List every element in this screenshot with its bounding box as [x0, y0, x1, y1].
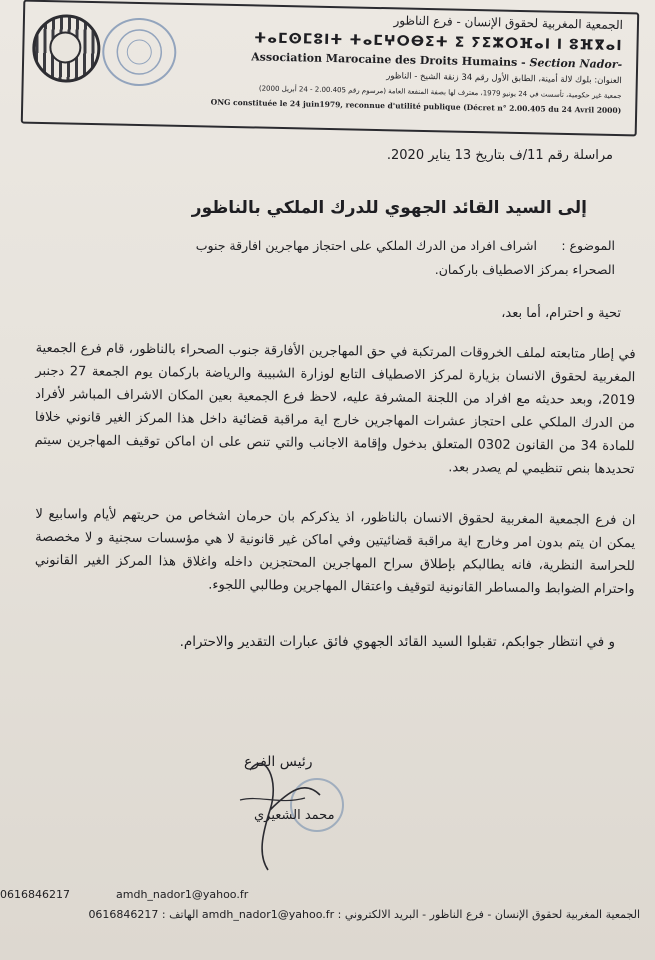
header-french-name: Association Marocaine des Droits Humains - — [251, 50, 526, 70]
letter-addressee: إلى السيد القائد الجهوي للدرك الملكي بالناظور — [191, 198, 587, 218]
letterhead — [21, 0, 639, 136]
letter-greeting: تحية و احترام، أما بعد، — [501, 306, 621, 321]
paragraph-2: ان فرع الجمعية المغربية لحقوق الانسان بالناظور، اذ يذكركم بان حرمان اشخاص من حريتهم لأيام واسابيع لا يمكن ان يتم بدون امر وخارج اية مراقبة قضائيتين وفي اماكن غير قانونية لا هي مؤسسات سجنية و لا مخصصة للحراسة النظرية، فانه يطالبكم بإطلاق سراح المهاجرين المحتجزين داخله واغلاق هذا المركز الغير القانوني واحترام الضوابط والمساطر القانونية لتوقيف واعتقال المهاجرين وطالبي اللجوء. — [34, 506, 636, 598]
header-french-section: Section Nador- — [529, 56, 623, 72]
paragraph-1: في إطار متابعته لملف الخروقات المرتكبة في حق المهاجرين الأفارقة جنوب الصحراء بالناظور، قام فرع الجمعية المغربية لحقوق الانسان بزيارة لمركز الاصطياف التابع لوزارة الشبيبة والرياضة باركمان يوم الجمعة 27 دجنبر 2019، وبعد حديثه مع افراد من اللجنة المشرفة عليه، لاحظ فرع الجمعية بعين المكان الاشراف المباشر لأفراد من الدرك الملكي على احتجاز عشرات المهاجرين خارج اية مراقبة قضائية داخل هذا المركز الغير قانوني خلافا للمادة 34 من القانون 0302 المتعلق بدخول وإقامة الاجانب والتي تنص على ان اماكن توقيف المهاجرين سيتم تحديدها بنص تنظيمي لم يصدر بعد. — [34, 340, 636, 478]
header-legal-arabic: جمعية غير حكومية، تأسست في 24 يونيو 1979، معترف لها بصفة المنفعة العامة (مرسوم رقم 2.00.405 - 24 أبريل 2000) — [258, 84, 622, 101]
signature-block — [210, 740, 350, 880]
seal-graphic — [104, 19, 175, 84]
signatory-title: رئيس الفرع — [244, 754, 313, 770]
header-legal-french: ONG constituée le 24 juin1979, reconnue d'utilité publique (Décret n° 2.00.405 du 24 Avril 2000) — [210, 97, 622, 116]
footer-email: amdh_nador1@yahoo.fr — [116, 888, 249, 901]
footer-organization: الجمعية المغربية لحقوق الإنسان - فرع الناظور - البريد الالكتروني : amdh_nador1@yahoo.fr الهاتف : 0616846217 — [88, 908, 640, 921]
letter-closing: و في انتظار جوابكم، تقبلوا السيد القائد الجهوي فائق عبارات التقدير والاحترام. — [179, 634, 615, 650]
letter-reference: مراسلة رقم 11/ف بتاريخ 13 يناير 2020. — [386, 148, 613, 163]
subject-label: الموضوع : — [561, 238, 615, 253]
handwritten-signature — [210, 740, 350, 880]
blue-seal-icon — [102, 17, 177, 87]
subject-line-2: الصحراء بمركز الاصطياف باركمان. — [434, 262, 615, 277]
header-tifinagh-title: ⵜⴰⵎⵙⵎⵓⵏⵜ ⵜⴰⵎⵖⵔⴱⵉⵜ ⵉ ⵢⵉⵣⵔⴼⴰⵏ ⵏ ⵓⴼⴳⴰⵏ — [253, 30, 623, 55]
logo-center — [49, 31, 82, 64]
footer-phone: 0616846217 — [0, 888, 70, 901]
association-logo — [32, 14, 101, 83]
letter-footer — [0, 886, 655, 926]
header-arabic-title: الجمعية المغربية لحقوق الإنسان - فرع الناظور — [393, 13, 624, 33]
header-french-title — [251, 50, 622, 71]
subject-line-1: اشراف افراد من الدرك الملكي على احتجاز مهاجرين افارقة جنوب — [195, 238, 537, 253]
header-address: العنوان: بلوك لالة أمينة، الطابق الأول رقم 34 زنقة الشيخ - الناظور — [386, 71, 622, 87]
signatory-name: محمد الشعيري — [254, 808, 335, 823]
